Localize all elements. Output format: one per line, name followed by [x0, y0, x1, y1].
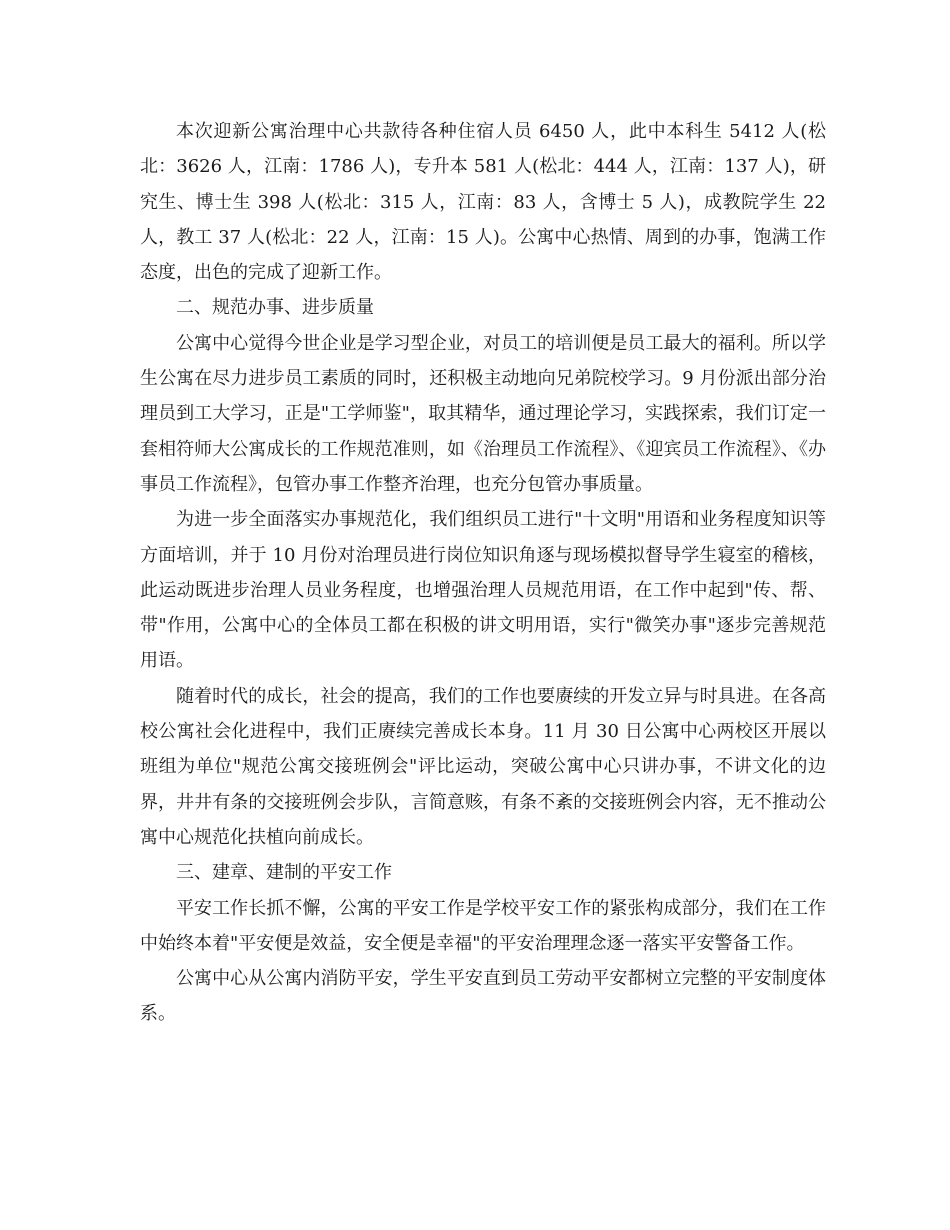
paragraph-safety-principle: 平安工作长抓不懈，公寓的平安工作是学校平安工作的紧张构成部分，我们在工作中始终本着"平安便是效益，安全便是幸福"的平安治理理念逐一落实平安警备工作。 [140, 897, 826, 954]
document-page [140, 114, 826, 1032]
paragraph-innovation: 随着时代的成长，社会的提高，我们的工作也要赓续的开发立异与时具进。在各高校公寓社会化进程中，我们正赓续完善成长本身。11 月 30 日公寓中心两校区开展以班组为单位"规范公寓交接班例会"评比运动，突破公寓中心只讲办事，不讲文化的边界，井井有条的交接班例会步队，言简意赅，有条不紊的交接班例会内容，无不推动公寓中心规范化扶植向前成长。 [140, 685, 826, 848]
paragraph-safety-system: 公寓中心从公寓内消防平安，学生平安直到员工劳动平安都树立完整的平安制度体系。 [140, 968, 826, 1025]
paragraph-civil-language-training: 为进一步全面落实办事规范化，我们组织员工进行"十文明"用语和业务程度知识等方面培训，并于 10 月份对治理员进行岗位知识角逐与现场模拟督导学生寝室的稽核，此运动既进步治理人员业务程度，也增强治理人员规范用语，在工作中起到"传、帮、带"作用，公寓中心的全体员工都在积极的讲文明用语，实行"微笑办事"逐步完善规范用语。 [140, 509, 826, 672]
paragraph-staff-training: 公寓中心觉得今世企业是学习型企业，对员工的培训便是员工最大的福利。所以学生公寓在尽力进步员工素质的同时，还积极主动地向兄弟院校学习。9 月份派出部分治理员到工大学习，正是"工学师鉴"，取其精华，通过理论学习，实践探索，我们订定一套相符师大公寓成长的工作规范准则，如《治理员工作流程》、《迎宾员工作流程》、《办事员工作流程》，包管办事工作整齐治理，也充分包管办事质量。 [140, 332, 826, 495]
paragraph-welcome-stats: 本次迎新公寓治理中心共款待各种住宿人员 6450 人，此中本科生 5412 人(松北：3626 人，江南：1786 人)，专升本 581 人(松北：444 人，江南：137 人)，研究生、博士生 398 人(松北：315 人，江南：83 人，含博士 5 人)，成教院学生 22 人，教工 37 人(松北：22 人，江南：15 人)。公寓中心热情、周到的办事，饱满工作态度，出色的完成了迎新工作。 [140, 121, 826, 284]
section-heading-standardize-service: 二、规范办事、进步质量 [176, 297, 374, 319]
section-heading-safety-work: 三、建章、建制的平安工作 [176, 862, 392, 884]
